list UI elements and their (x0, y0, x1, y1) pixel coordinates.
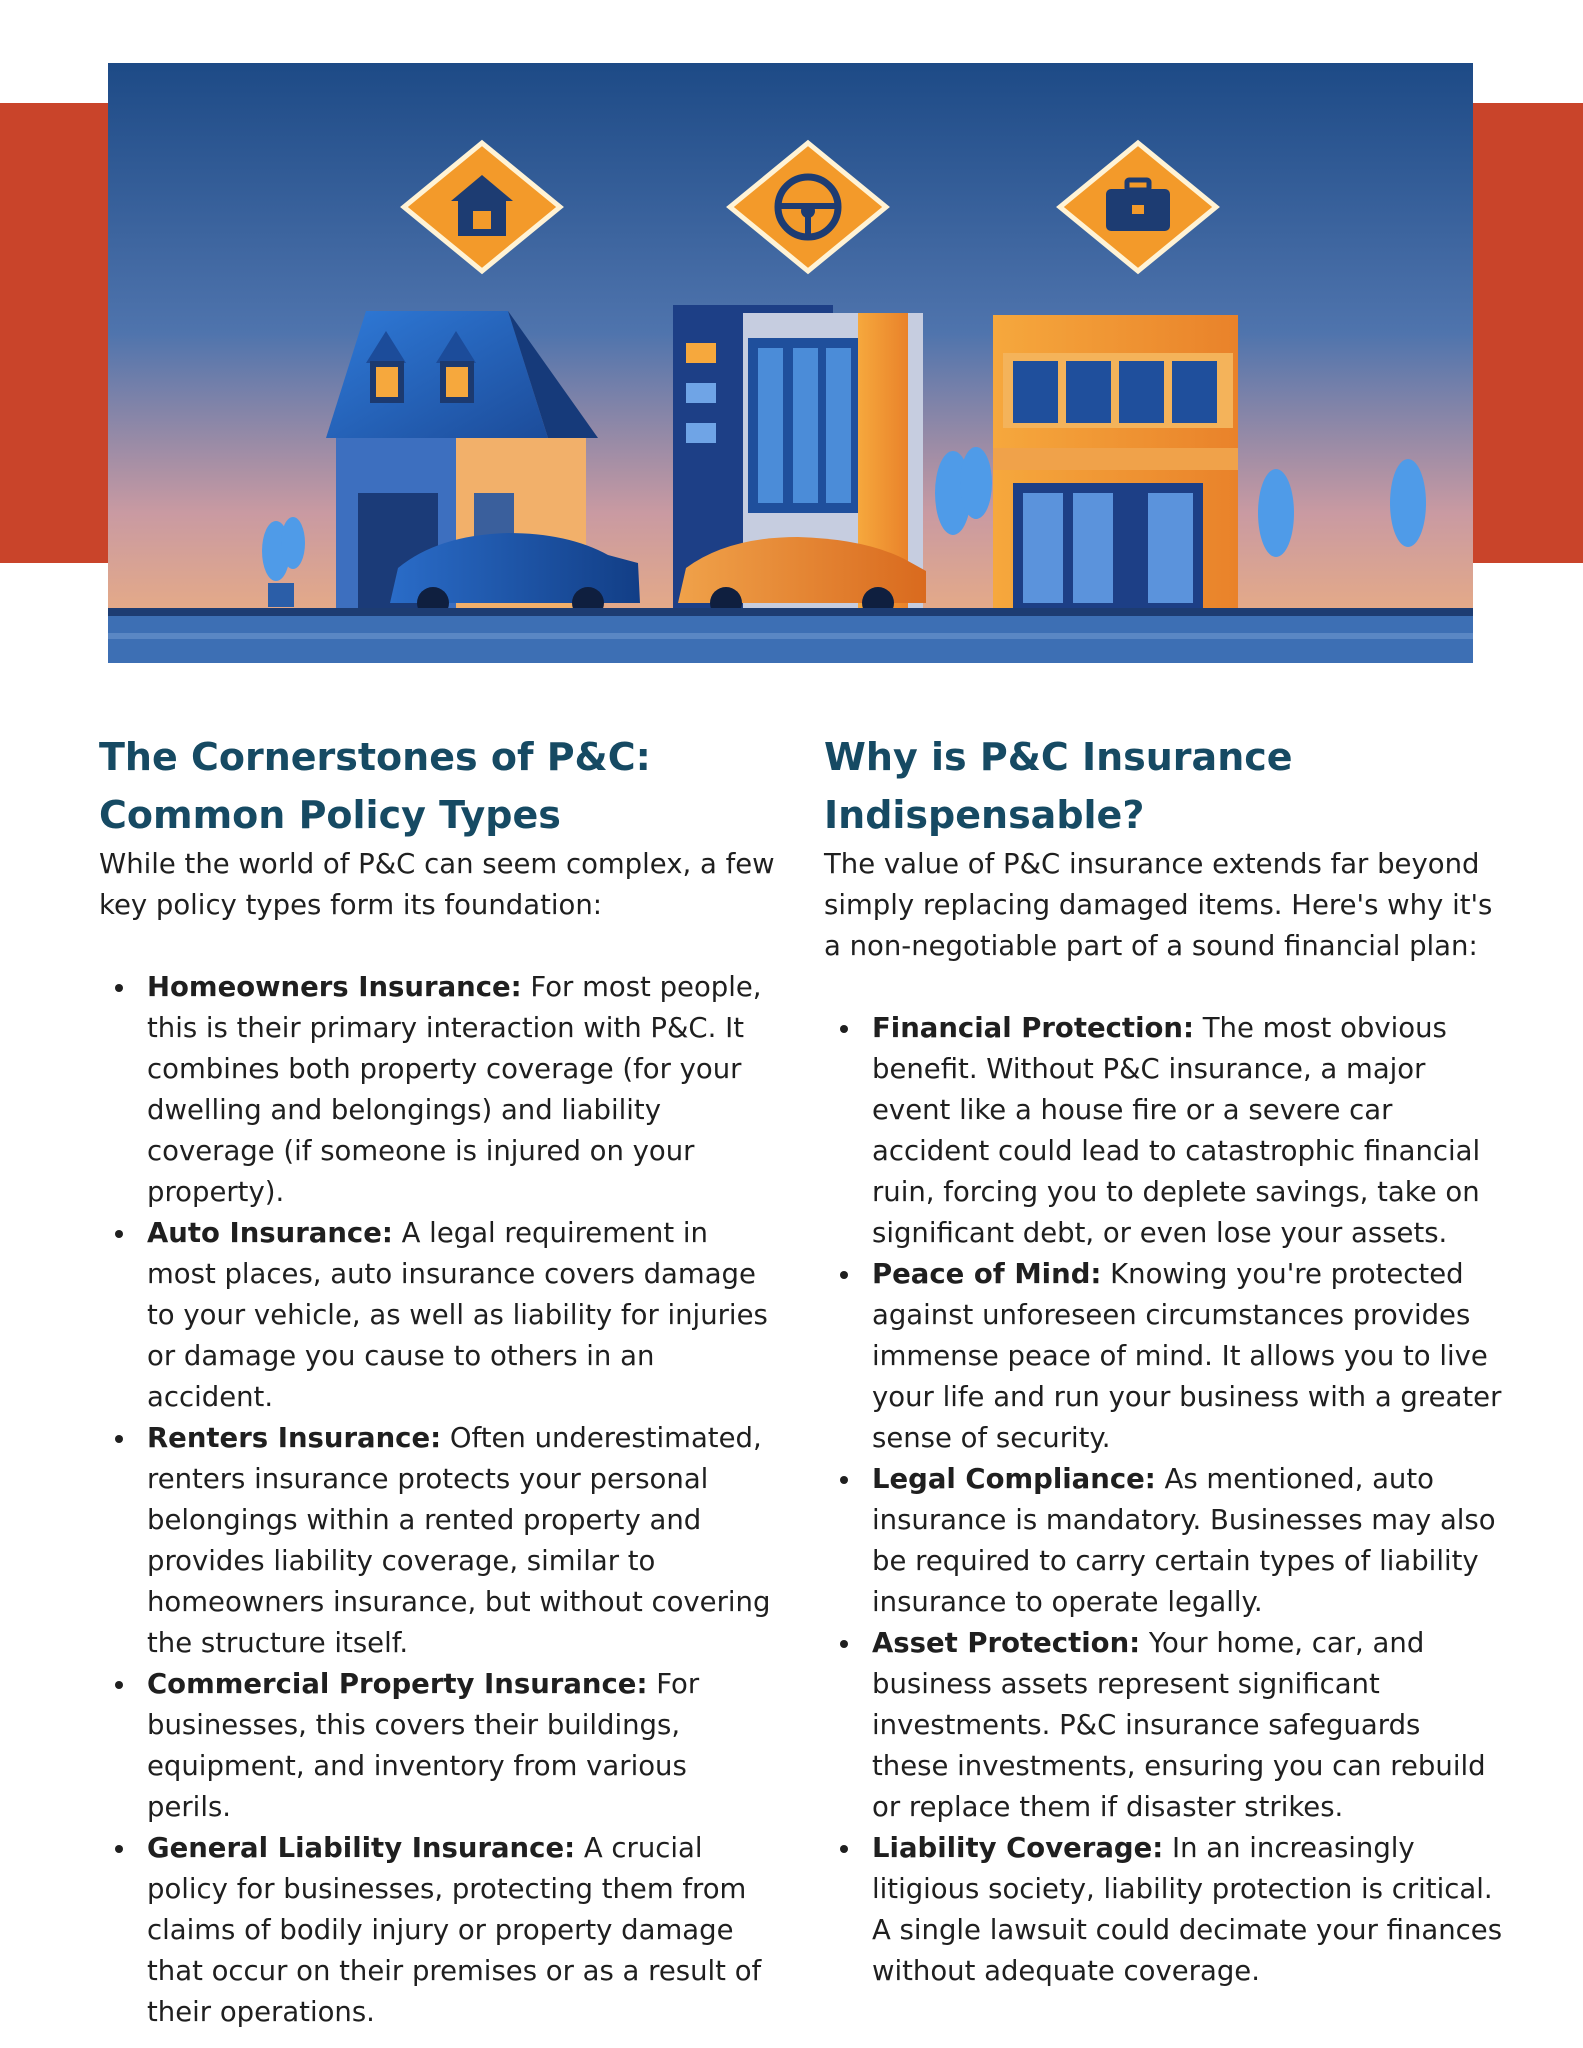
item-term: Renters Insurance: (147, 1422, 442, 1454)
item-text: Your home, car, and business assets represent significant investments. P&C insurance safeguards these investments, ensuring you can rebuild or replace them if disaster strikes. (872, 1627, 1486, 1823)
item-term: Financial Protection: (872, 1012, 1194, 1044)
item-term: Commercial Property Insurance: (147, 1668, 648, 1700)
item-text: In an increasingly litigious society, liability protection is critical. A single lawsuit could decimate your finances without adequate coverage. (872, 1832, 1503, 1987)
section-intro: The value of P&C insurance extends far beyond simply replacing damaged items. Here's why it's a non-negotiable part of a sound financial plan: (824, 848, 1493, 962)
item-text: A legal requirement in most places, auto insurance covers damage to your vehicle, as well as liability for injuries or damage you cause to others in an accident. (147, 1217, 768, 1413)
policy-types-list (99, 967, 779, 2033)
item-text: Often underestimated, renters insurance protects your personal belongings within a rented property and provides liability coverage, similar to homeowners insurance, but without covering the structure itself. (147, 1422, 771, 1659)
item-text: For most people, this is their primary interaction with P&C. It combines both property coverage (for your dwelling and belongings) and liability coverage (if someone is injured on your property). (147, 971, 762, 1208)
section-heading: The Cornerstones of P&C: Common Policy Types (99, 735, 651, 837)
list-item (147, 1828, 779, 2033)
list-item (147, 967, 779, 1213)
list-item (872, 1828, 1504, 1992)
item-text: Knowing you're protected against unforeseen circumstances provides immense peace of mind. It allows you to live your life and run your business with a greater sense of security. (872, 1258, 1502, 1454)
item-term: Legal Compliance: (872, 1463, 1156, 1495)
item-term: Auto Insurance: (147, 1217, 393, 1249)
item-term: Peace of Mind: (872, 1258, 1102, 1290)
item-text: The most obvious benefit. Without P&C insurance, a major event like a house fire or a severe car accident could lead to catastrophic financial ruin, forcing you to deplete savings, take on significant debt, or even lose your assets. (872, 1012, 1481, 1249)
section-intro: While the world of P&C can seem complex, a few key policy types form its foundation: (99, 848, 775, 921)
item-term: Homeowners Insurance: (147, 971, 522, 1003)
item-term: General Liability Insurance: (147, 1832, 576, 1864)
list-item (147, 1213, 779, 1418)
item-term: Asset Protection: (872, 1627, 1141, 1659)
benefits-list (824, 1008, 1504, 1992)
list-item (872, 1623, 1504, 1828)
accent-band-left (0, 103, 108, 563)
hero-illustration (108, 63, 1473, 663)
item-term: Liability Coverage: (872, 1832, 1164, 1864)
why-indispensable-section (824, 728, 1504, 1992)
list-item (872, 1008, 1504, 1254)
item-text: A crucial policy for businesses, protecting them from claims of bodily injury or property damage that occur on their premises or as a result of their operations. (147, 1832, 762, 2028)
list-item (872, 1459, 1504, 1623)
item-text: For businesses, this covers their buildings, equipment, and inventory from various perils. (147, 1668, 700, 1823)
list-item (147, 1418, 779, 1664)
commercial-building (993, 315, 1238, 610)
item-text: As mentioned, auto insurance is mandatory. Businesses may also be required to carry certain types of liability insurance to operate legally. (872, 1463, 1496, 1618)
list-item (872, 1254, 1504, 1459)
accent-band-right (1473, 103, 1583, 563)
policy-types-section (99, 728, 779, 2033)
section-heading: Why is P&C Insurance Indispensable? (824, 735, 1293, 837)
list-item (147, 1664, 779, 1828)
